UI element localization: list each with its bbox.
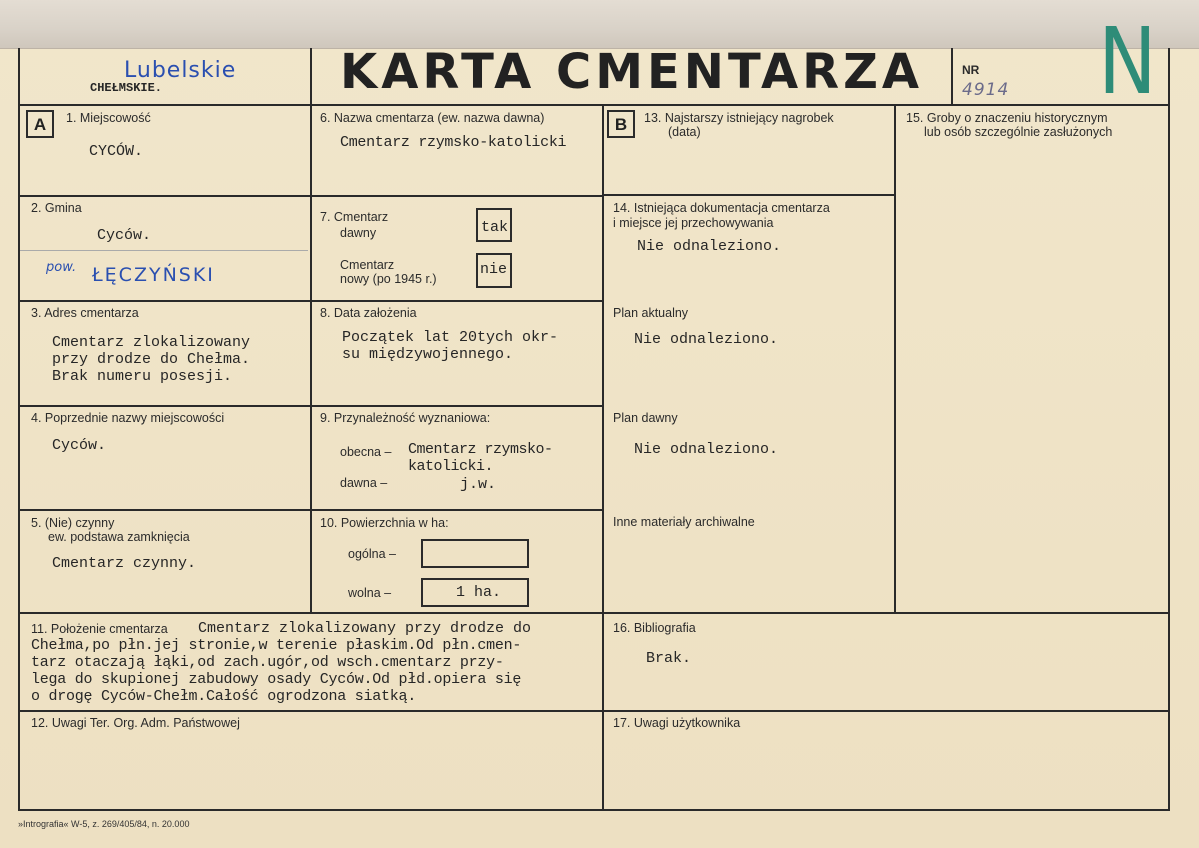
row-line-6 <box>18 710 1170 712</box>
gmina-divider <box>20 250 308 251</box>
nr-value: 4914 <box>962 80 1010 100</box>
field7-label: 7. Cmentarz <box>320 210 389 224</box>
voivodeship-stamp: Lubelskie <box>124 58 237 83</box>
field11-label: 11. Położenie cmentarza <box>31 622 168 636</box>
field3-value: Cmentarz zlokalizowany przy drodze do Chełma. Brak numeru posesji. <box>52 334 251 385</box>
nr-label: NR <box>962 63 980 77</box>
adhesive-tape-strip <box>0 0 1199 49</box>
category-letter: N <box>1098 8 1157 115</box>
row-line-5 <box>18 612 1170 614</box>
plan-dawny-label: Plan dawny <box>613 411 678 425</box>
row-line-3 <box>18 405 604 407</box>
field3-label: 3. Adres cmentarza <box>31 306 139 320</box>
field5-value: Cmentarz czynny. <box>52 555 197 572</box>
section-a-box: A <box>26 110 54 138</box>
header-bottom-line <box>18 104 1170 106</box>
row-line-2 <box>18 300 604 302</box>
field5-label: 5. (Nie) czynny <box>31 516 115 530</box>
field4-value: Cyców. <box>52 437 107 454</box>
field10-label: 10. Powierzchnia w ha: <box>320 516 449 530</box>
field6-label: 6. Nazwa cmentarza (ew. nazwa dawna) <box>320 111 545 125</box>
frame-bottom-border <box>18 809 1170 811</box>
field17-label: 17. Uwagi użytkownika <box>613 716 741 730</box>
powiat-label: pow. <box>46 260 77 275</box>
field2-value: Cyców. <box>97 227 152 244</box>
column-divider-1 <box>310 104 312 614</box>
row-line-4 <box>18 509 604 511</box>
field11-value: Chełma,po płn.jej stronie,w terenie płaskim.Od płn.cmen- tarz otaczają łąki,od zach.ugór,od wsch.cmentarz przy- lega do skupionej zabudowy osady Cyców.Od płd.opiera się o drogę Cyców-Chełm.Całość ogrodzona siatką. <box>31 637 522 705</box>
frame-left-border <box>18 48 20 811</box>
field7-nowy-value: nie <box>480 261 508 278</box>
field5-sublabel: ew. podstawa zamknięcia <box>48 530 190 544</box>
field9-dawna-label: dawna – <box>340 476 388 490</box>
field11-value-first-line: Cmentarz zlokalizowany przy drodze do <box>198 620 532 637</box>
section-b-box: B <box>607 110 635 138</box>
column-divider-3 <box>894 104 896 614</box>
field1-value: CYCÓW. <box>89 143 144 160</box>
powiat-value: ŁĘCZYŃSKI <box>92 264 215 286</box>
field9-label: 9. Przynależność wyznaniowa: <box>320 411 491 425</box>
field16-label: 16. Bibliografia <box>613 621 696 635</box>
field7-dawny-value: tak <box>481 219 509 236</box>
field1-label: 1. Miejscowość <box>66 111 151 125</box>
field13-bottom-line <box>602 194 896 196</box>
field14-label: 14. Istniejąca dokumentacja cmentarza <box>613 201 830 215</box>
field14-sublabel: i miejsce jej przechowywania <box>613 216 774 230</box>
header-divider-left <box>310 48 312 106</box>
plan-aktualny-value: Nie odnaleziono. <box>634 331 779 348</box>
print-footer: »Intrografia« W-5, z. 269/405/84, n. 20.000 <box>18 819 190 829</box>
field12-label: 12. Uwagi Ter. Org. Adm. Państwowej <box>31 716 240 730</box>
voivodeship-typed: CHEŁMSKIE. <box>90 81 163 95</box>
plan-dawny-value: Nie odnaleziono. <box>634 441 779 458</box>
page-title: KARTA CMENTARZA <box>340 44 924 100</box>
frame-right-border <box>1168 48 1170 811</box>
field13-sublabel: (data) <box>668 125 701 139</box>
field15-sublabel: lub osób szczególnie zasłużonych <box>924 125 1113 139</box>
field9-obecna-label: obecna – <box>340 445 392 459</box>
field2-label: 2. Gmina <box>31 201 82 215</box>
field6-value: Cmentarz rzymsko-katolicki <box>340 134 567 151</box>
field13-label: 13. Najstarszy istniejący nagrobek <box>644 111 834 125</box>
field7-dawny-label: dawny <box>340 226 377 240</box>
row-line-1 <box>18 195 604 197</box>
field7-nowy-label: Cmentarz <box>340 258 395 272</box>
field4-label: 4. Poprzednie nazwy miejscowości <box>31 411 225 425</box>
field10-ogolna-box <box>421 539 529 568</box>
field14-value: Nie odnaleziono. <box>637 238 782 255</box>
column-divider-2 <box>602 104 604 809</box>
field8-label: 8. Data założenia <box>320 306 417 320</box>
field10-wolna-value: 1 ha. <box>456 584 502 601</box>
inne-materialy-label: Inne materiały archiwalne <box>613 515 755 529</box>
header-divider-right <box>951 48 953 106</box>
field8-value: Początek lat 20tych okr- su międzywojennego. <box>342 329 559 363</box>
field9-obecna-value: Cmentarz rzymsko- katolicki. <box>408 441 553 475</box>
field10-wolna-label: wolna – <box>348 586 392 600</box>
field9-dawna-value: j.w. <box>460 476 497 493</box>
field10-ogolna-label: ogólna – <box>348 547 396 561</box>
field16-value: Brak. <box>646 650 692 667</box>
field15-label: 15. Groby o znaczeniu historycznym <box>906 111 1108 125</box>
field7-nowy-sublabel: nowy (po 1945 r.) <box>340 272 437 286</box>
plan-aktualny-label: Plan aktualny <box>613 306 689 320</box>
